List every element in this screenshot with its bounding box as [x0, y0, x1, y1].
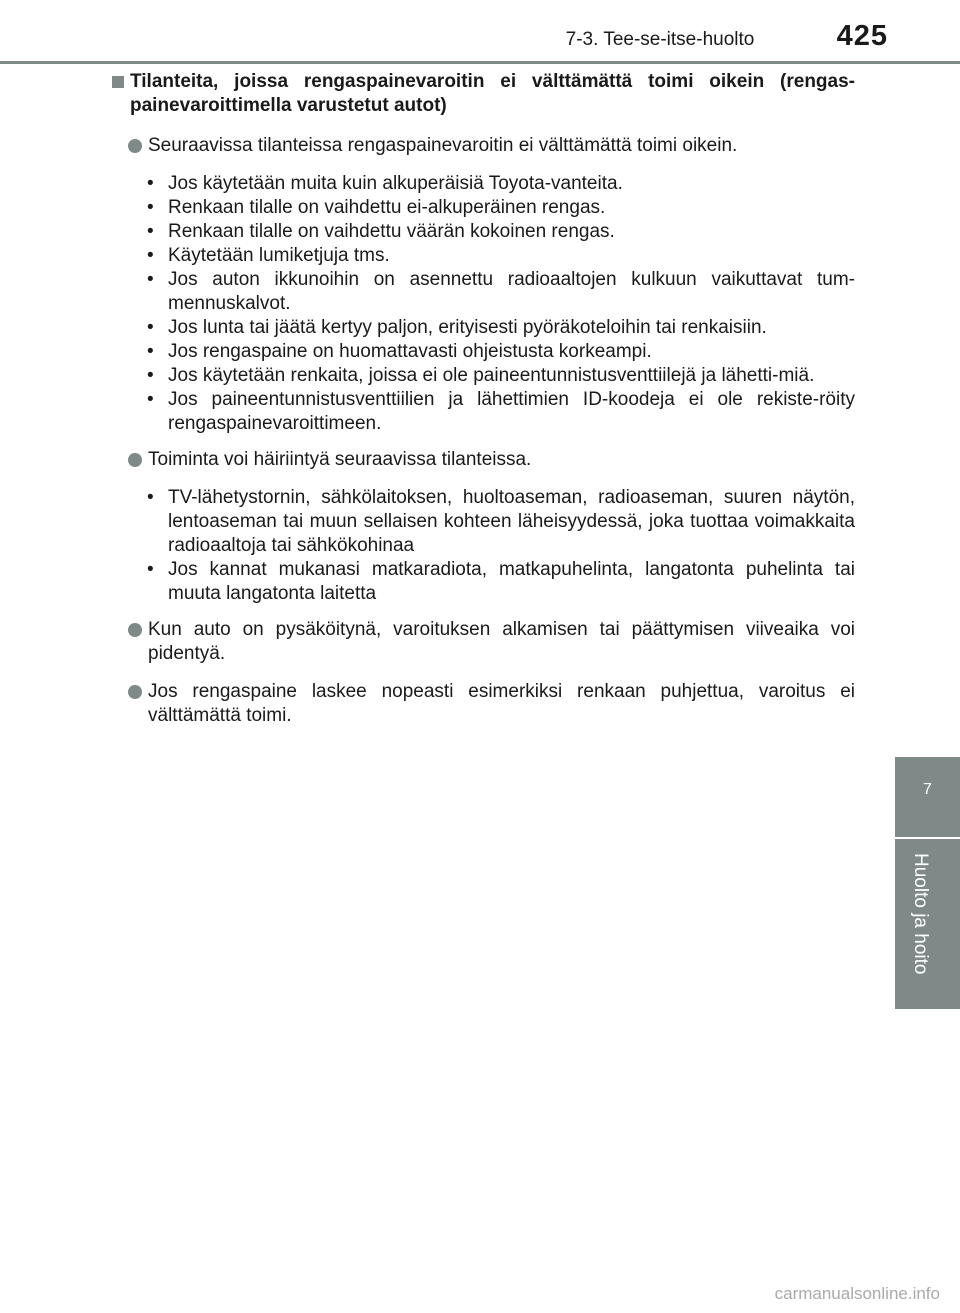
square-bullet-icon	[112, 76, 124, 88]
chapter-title: Huolto ja hoito	[910, 853, 931, 975]
header-divider	[0, 61, 960, 64]
sub-list-item: • Jos paineentunnistusventtiilien ja lähettimien ID-koodeja ei ole rekiste-röity rengaspainevaroittimeen.	[146, 388, 855, 436]
section-heading	[110, 70, 855, 118]
sub-list-item: • Jos käytetään renkaita, joissa ei ole paineentunnistusventtiilejä ja lähetti-miä.	[146, 364, 855, 388]
circle-bullet-icon	[128, 685, 142, 699]
sub-list	[110, 172, 855, 436]
list-item	[110, 680, 855, 728]
sub-list-item: • Jos auton ikkunoihin on asennettu radioaaltojen kulkuun vaikuttavat tum-mennuskalvot.	[146, 268, 855, 316]
sub-list-item: • Jos rengaspaine on huomattavasti ohjeistusta korkeampi.	[146, 340, 855, 364]
section-heading-text: Tilanteita, joissa rengaspainevaroitin ei välttämättä toimi oikein (rengas-painevaroittimella varustetut autot)	[130, 71, 855, 116]
list-item-text: Toiminta voi häiriintyä seuraavissa tilanteissa.	[148, 449, 532, 470]
list-item	[110, 448, 855, 472]
circle-bullet-icon	[128, 623, 142, 637]
sub-list-item: • Jos kannat mukanasi matkaradiota, matkapuhelinta, langatonta puhelinta tai muuta langatonta laitetta	[146, 558, 855, 606]
sub-list-item: • Renkaan tilalle on vaihdettu ei-alkuperäinen rengas.	[146, 196, 855, 220]
sub-list-item: • Jos lunta tai jäätä kertyy paljon, erityisesti pyöräkoteloihin tai renkaisiin.	[146, 316, 855, 340]
list-item	[110, 134, 855, 158]
sub-list-item: • Renkaan tilalle on vaihdettu väärän kokoinen rengas.	[146, 220, 855, 244]
list-item-text: Kun auto on pysäköitynä, varoituksen alkamisen tai päättymisen viiveaika voi pidentyä.	[148, 619, 855, 664]
list-item-text: Seuraavissa tilanteissa rengaspainevaroitin ei välttämättä toimi oikein.	[148, 135, 738, 156]
sub-list-item: • Jos käytetään muita kuin alkuperäisiä Toyota-vanteita.	[146, 172, 855, 196]
circle-bullet-icon	[128, 139, 142, 153]
footer-watermark: carmanualsonline.info	[774, 1284, 940, 1303]
list-item-text: Jos rengaspaine laskee nopeasti esimerkiksi renkaan puhjettua, varoitus ei välttämättä toimi.	[148, 681, 855, 726]
list-item	[110, 618, 855, 666]
chapter-tab	[895, 757, 960, 1009]
sub-list	[110, 486, 855, 606]
page-number: 425	[836, 20, 888, 52]
circle-bullet-icon	[128, 453, 142, 467]
sub-list-item: • TV-lähetystornin, sähkölaitoksen, huoltoaseman, radioaseman, suuren näytön, lentoaseman tai muun sellaisen kohteen läheisyydessä, joka tuottaa voimakkaita radioaaltoja tai sähkökohinaa	[146, 486, 855, 558]
chapter-tab-divider	[895, 837, 960, 839]
section-title: 7-3. Tee-se-itse-huolto	[565, 29, 755, 50]
chapter-number: 7	[923, 781, 932, 798]
main-content	[110, 70, 855, 742]
sub-list-item: • Käytetään lumiketjuja tms.	[146, 244, 855, 268]
